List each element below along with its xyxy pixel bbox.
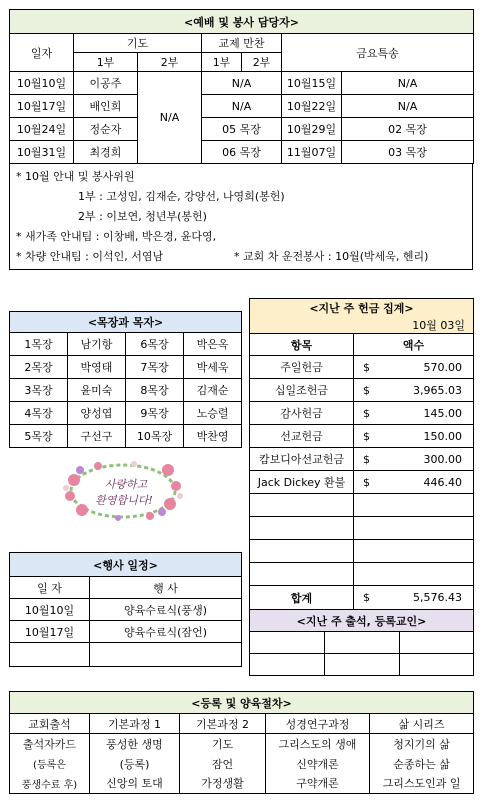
notes-line: * 차량 안내팀 : 이석인, 서염남: [16, 250, 164, 263]
col-fellowship-1: 1부: [202, 53, 242, 72]
offering-amount: 150.00: [423, 429, 462, 443]
event-name: 양육수료식(풍생): [90, 599, 242, 621]
total-label: 합계: [250, 586, 354, 610]
row-prayer1: 최경희: [74, 141, 138, 164]
table-row: [10, 599, 242, 621]
event-date: 10월10일: [10, 599, 90, 621]
row-fellowship: N/A: [202, 95, 282, 118]
notes-line: 1부 : 고성임, 김재순, 강양선, 나영희(봉헌): [78, 190, 285, 203]
table-row: [10, 754, 474, 774]
table-row: [10, 402, 242, 425]
events-section: [9, 552, 241, 667]
leader-name: 박찬영: [184, 425, 242, 448]
group-name: 1목장: [10, 333, 68, 356]
row-friday-value: 02 목장: [342, 118, 474, 141]
leaders-title: <목장과 목자>: [10, 312, 242, 333]
notes-line: * 새가족 안내팀 : 이창배, 박은경, 윤다영,: [16, 230, 217, 243]
table-row: [250, 448, 474, 471]
attendance-title: <지난 주 출석, 등록교인>: [250, 610, 474, 632]
wreath-line1: 사랑하고: [104, 478, 148, 491]
group-name: 2목장: [10, 356, 68, 379]
row-date: 10월24일: [10, 118, 74, 141]
col-fellowship-2: 2부: [242, 53, 282, 72]
attendance-table: [249, 609, 474, 676]
col-friday-header: 금요특송: [282, 34, 474, 72]
row-friday-date: 10월15일: [282, 72, 342, 95]
row-friday-date: 10월22일: [282, 95, 342, 118]
worship-section: [9, 9, 473, 270]
col-prayer-2: 2부: [138, 53, 202, 72]
leaders-section: [9, 311, 241, 448]
group-name: 5목장: [10, 425, 68, 448]
event-date: [10, 643, 90, 667]
reg-cell: 기도: [180, 734, 266, 754]
table-row: [250, 632, 474, 654]
row-prayer1: 이공주: [74, 72, 138, 95]
table-row: [250, 517, 474, 540]
offering-amount: 570.00: [423, 360, 462, 374]
table-row: [10, 141, 474, 164]
row-friday-date: 10월29일: [282, 118, 342, 141]
table-row: [10, 333, 242, 356]
col-date-header: 일자: [10, 34, 74, 72]
table-row: [250, 540, 474, 563]
offering-table: [249, 298, 474, 610]
col-fellowship-header: 교제 만찬: [202, 34, 282, 53]
offering-item: 십일조헌금: [250, 379, 354, 402]
table-row: [250, 563, 474, 586]
offering-item: Jack Dickey 환불: [250, 471, 354, 494]
attendance-section: [249, 609, 473, 676]
row-fellowship: 05 목장: [202, 118, 282, 141]
reg-header: 성경연구과정: [266, 714, 370, 734]
leaders-table: [9, 311, 242, 448]
row-friday-value: N/A: [342, 72, 474, 95]
worship-notes: [9, 164, 473, 270]
notes-line: * 교회 차 운전봉사 : 10월(박세욱, 헨리): [234, 250, 429, 263]
group-name: 3목장: [10, 379, 68, 402]
currency: $: [363, 360, 370, 374]
group-name: 6목장: [126, 333, 184, 356]
reg-cell: 그리스도인과 일: [370, 774, 474, 794]
group-name: 7목장: [126, 356, 184, 379]
offering-amount: 300.00: [423, 452, 462, 466]
reg-cell: (등록은: [10, 754, 90, 774]
offering-item: 선교헌금: [250, 425, 354, 448]
registration-table: [9, 691, 474, 794]
reg-cell: 청지기의 삶: [370, 734, 474, 754]
currency: $: [363, 452, 370, 466]
registration-title: <등록 및 양육절차>: [10, 692, 474, 714]
col-item-header: 항목: [250, 334, 354, 356]
row-date: 10월31일: [10, 141, 74, 164]
group-name: 10목장: [126, 425, 184, 448]
events-title: <행사 일정>: [10, 553, 242, 577]
row-friday-date: 11월07일: [282, 141, 342, 164]
currency: $: [363, 475, 370, 489]
row-prayer1: 배인희: [74, 95, 138, 118]
notes-line: * 10월 안내 및 봉사위원: [16, 170, 135, 183]
reg-header: 삶 시리즈: [370, 714, 474, 734]
offering-title: <지난 주 헌금 집계>: [250, 299, 474, 317]
table-row: [10, 643, 242, 667]
table-row: [10, 356, 242, 379]
col-event-date-header: 일 자: [10, 577, 90, 599]
leader-name: 박은옥: [184, 333, 242, 356]
prayer2-merged: N/A: [138, 72, 202, 164]
row-date: 10월10일: [10, 72, 74, 95]
offering-item: 캄보디아선교헌금: [250, 448, 354, 471]
table-row: [250, 425, 474, 448]
reg-cell: 순종하는 삶: [370, 754, 474, 774]
leader-name: 박세욱: [184, 356, 242, 379]
reg-cell: 신약개론: [266, 754, 370, 774]
reg-cell: 신앙의 토대: [90, 774, 180, 794]
group-name: 8목장: [126, 379, 184, 402]
worship-title: <예배 및 봉사 담당자>: [10, 10, 474, 34]
reg-cell: 그리스도의 생애: [266, 734, 370, 754]
col-prayer-header: 기도: [74, 34, 202, 53]
table-row: [10, 734, 474, 754]
group-name: 9목장: [126, 402, 184, 425]
table-row: [250, 471, 474, 494]
reg-header: 기본과정 1: [90, 714, 180, 734]
row-friday-value: 03 목장: [342, 141, 474, 164]
table-row: [250, 654, 474, 676]
table-row: [10, 379, 242, 402]
col-prayer-1: 1부: [74, 53, 138, 72]
row-date: 10월17일: [10, 95, 74, 118]
leader-name: 윤미숙: [68, 379, 126, 402]
table-row: [250, 356, 474, 379]
leader-name: 김재순: [184, 379, 242, 402]
leader-name: 구선구: [68, 425, 126, 448]
event-name: 양육수료식(잠언): [90, 621, 242, 643]
wreath-line2: 환영합니다!: [95, 494, 153, 507]
events-table: [9, 552, 242, 667]
wreath-icon: [58, 458, 188, 524]
reg-cell: 잠언: [180, 754, 266, 774]
table-row: [250, 379, 474, 402]
reg-cell: (등록): [90, 754, 180, 774]
reg-cell: 구약개론: [266, 774, 370, 794]
currency: $: [363, 429, 370, 443]
table-row: [10, 95, 474, 118]
offering-item: 주일헌금: [250, 356, 354, 379]
offering-section: [249, 298, 473, 610]
table-row: [250, 402, 474, 425]
row-fellowship: N/A: [202, 72, 282, 95]
flower-wreath-image: [58, 458, 188, 524]
event-date: 10월17일: [10, 621, 90, 643]
table-row: [10, 774, 474, 794]
group-name: 4목장: [10, 402, 68, 425]
worship-table: [9, 9, 474, 164]
offering-item: 감사헌금: [250, 402, 354, 425]
leader-name: 박영태: [68, 356, 126, 379]
leader-name: 노승렬: [184, 402, 242, 425]
reg-header: 교회출석: [10, 714, 90, 734]
col-amount-header: 액수: [354, 334, 474, 356]
row-friday-value: N/A: [342, 95, 474, 118]
notes-line: 2부 : 이보연, 청년부(봉헌): [78, 210, 207, 223]
reg-cell: 가정생활: [180, 774, 266, 794]
col-event-header: 행 사: [90, 577, 242, 599]
table-row: [10, 425, 242, 448]
offering-date: 10월 03일: [250, 317, 474, 334]
leader-name: 남기항: [68, 333, 126, 356]
table-row: [10, 72, 474, 95]
reg-cell: 출석자카드: [10, 734, 90, 754]
offering-amount: 145.00: [423, 406, 462, 420]
table-row: [10, 118, 474, 141]
offering-amount: 446.40: [423, 475, 462, 489]
table-row: [250, 494, 474, 517]
row-fellowship: 06 목장: [202, 141, 282, 164]
row-prayer1: 정순자: [74, 118, 138, 141]
currency: $: [363, 406, 370, 420]
registration-section: [9, 691, 473, 794]
reg-cell: 풍성한 생명: [90, 734, 180, 754]
currency: $: [363, 383, 370, 397]
reg-cell: 풍생수료 후): [10, 774, 90, 794]
total-row: [250, 586, 474, 610]
event-name: [90, 643, 242, 667]
total-amount: 5,576.43: [413, 591, 462, 604]
reg-header: 기본과정 2: [180, 714, 266, 734]
currency: $: [363, 591, 370, 604]
offering-amount: 3,965.03: [413, 383, 462, 397]
table-row: [10, 621, 242, 643]
leader-name: 양성엽: [68, 402, 126, 425]
